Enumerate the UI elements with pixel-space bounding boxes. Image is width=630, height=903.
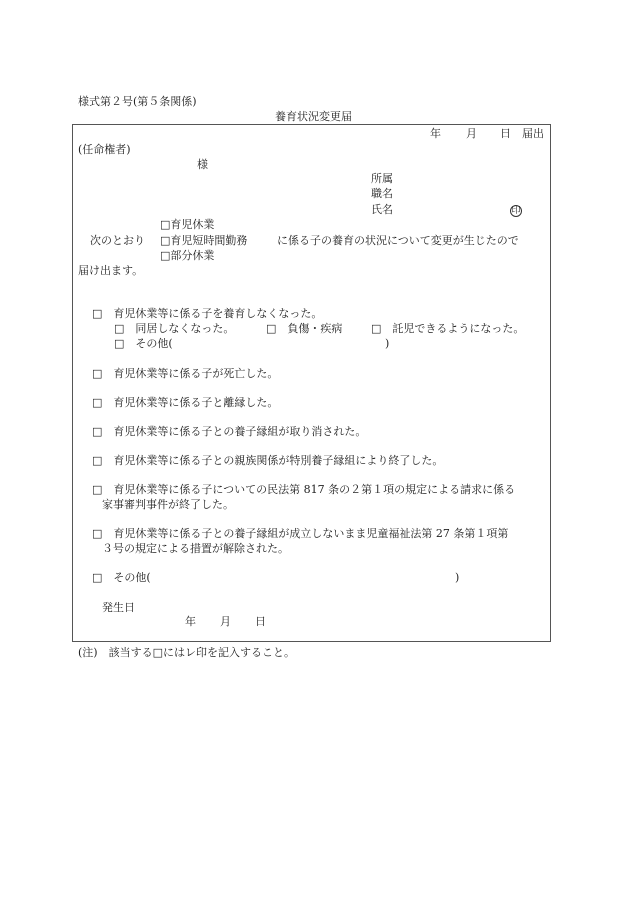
- option-short-hours[interactable]: □育児短時間勤務: [160, 234, 248, 247]
- appointer-label: (任命権者): [78, 143, 131, 156]
- intro-prefix: 次のとおり: [90, 234, 145, 247]
- option-childcare-leave[interactable]: □育児休業: [160, 218, 215, 231]
- intro-suffix: に係る子の養育の状況について変更が生じたので: [277, 234, 519, 247]
- position-label: 職名: [371, 187, 393, 200]
- item-adoption-dissolved[interactable]: □ 育児休業等に係る子と離縁した。: [92, 396, 279, 409]
- sub-childcare-available[interactable]: □ 託児できるようになった。: [371, 322, 525, 335]
- item-child-died[interactable]: □ 育児休業等に係る子が死亡した。: [92, 367, 279, 380]
- date-year-label: 年: [430, 127, 441, 140]
- item-welfare-measure-line2: ３号の規定による措置が解除された。: [102, 542, 289, 555]
- item-no-longer-raising[interactable]: □ 育児休業等に係る子を養育しなくなった。: [92, 307, 323, 320]
- option-partial-leave[interactable]: □部分休業: [160, 249, 215, 262]
- item-family-court-line1[interactable]: □ 育児休業等に係る子についての民法第 817 条の２第１項の規定による請求に係る: [92, 483, 516, 496]
- item-other-close: ): [455, 571, 460, 584]
- appointer-honorific: 様: [197, 158, 208, 171]
- date-month-label: 月: [466, 127, 477, 140]
- occurrence-month: 月: [220, 615, 231, 628]
- seal-mark: [510, 203, 522, 217]
- form-title: 養育状況変更届: [275, 110, 352, 123]
- form-number: 様式第２号(第５条関係): [78, 95, 197, 108]
- sub-other-close: ): [385, 337, 390, 350]
- seal-stamp: 印: [511, 206, 521, 216]
- sub-not-living-together[interactable]: □ 同居しなくなった。: [114, 322, 235, 335]
- footnote: (注) 該当する□にはレ印を記入すること。: [78, 646, 295, 659]
- sub-injury-illness[interactable]: □ 負傷・疾病: [266, 322, 343, 335]
- item-special-adoption[interactable]: □ 育児休業等に係る子との親族関係が特別養子縁組により終了した。: [92, 454, 444, 467]
- affiliation-label: 所属: [371, 172, 393, 185]
- item-family-court-line2: 家事審判事件が終了した。: [102, 498, 234, 511]
- item-welfare-measure-line1[interactable]: □ 育児休業等に係る子との養子縁組が成立しないまま児童福祉法第 27 条第１項第: [92, 527, 509, 540]
- name-label: 氏名: [371, 203, 393, 216]
- date-day-label: 日: [500, 127, 511, 140]
- sub-other[interactable]: □ その他(: [114, 337, 173, 350]
- occurrence-day: 日: [255, 615, 266, 628]
- date-submitted-label: 届出: [522, 127, 544, 140]
- occurrence-year: 年: [185, 615, 196, 628]
- item-other[interactable]: □ その他(: [92, 571, 151, 584]
- form-frame: [72, 124, 551, 642]
- occurrence-label: 発生日: [102, 601, 135, 614]
- intro-line2: 届け出ます。: [78, 264, 144, 277]
- item-adoption-cancelled[interactable]: □ 育児休業等に係る子との養子縁組が取り消された。: [92, 425, 367, 438]
